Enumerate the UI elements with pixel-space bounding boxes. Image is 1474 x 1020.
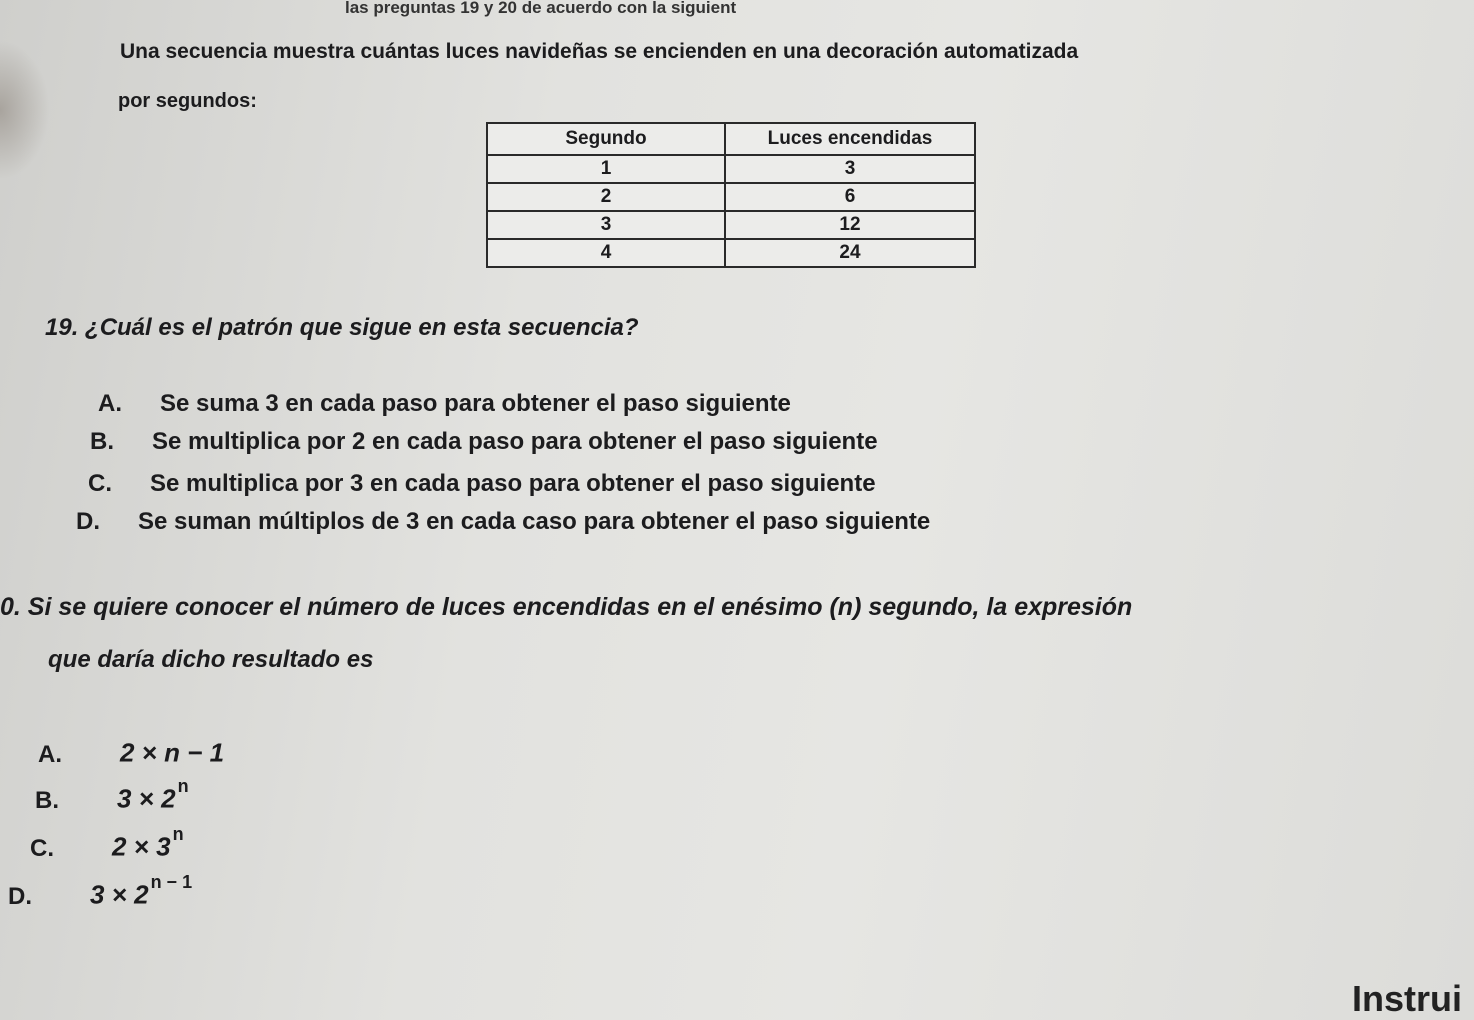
table-cell: 6: [725, 183, 975, 211]
table-cell: 12: [725, 211, 975, 239]
table-row: [487, 183, 975, 211]
column-header-luces: Luces encendidas: [725, 123, 975, 155]
option-letter: C.: [88, 470, 112, 497]
q19-option-d[interactable]: [76, 508, 930, 536]
q20-option-a[interactable]: [38, 736, 226, 769]
q20-option-d[interactable]: [8, 872, 193, 911]
option-letter: D.: [8, 882, 32, 910]
question-20-line-1: 0. Si se quiere conocer el número de luces encendidas en el enésimo (n) segundo, la expresión: [0, 593, 1133, 621]
option-exponent: n − 1: [150, 872, 193, 892]
table-cell: 24: [725, 239, 975, 267]
table-row: [487, 239, 975, 267]
intro-line-1: Una secuencia muestra cuántas luces navideñas se encienden en una decoración automatizada: [120, 40, 1079, 63]
question-19: 19. ¿Cuál es el patrón que sigue en esta secuencia?: [45, 314, 639, 341]
option-letter: C.: [30, 834, 54, 862]
option-text: Se suman múltiplos de 3 en cada caso para obtener el paso siguiente: [138, 508, 931, 535]
table-cell: 1: [487, 155, 725, 183]
intro-line-2: por segundos:: [118, 90, 257, 112]
option-letter: B.: [90, 428, 114, 455]
table-header-row: [487, 123, 975, 155]
table-row: [487, 211, 975, 239]
option-text: Se suma 3 en cada paso para obtener el paso siguiente: [160, 390, 791, 417]
q20-option-b[interactable]: [35, 776, 189, 815]
option-letter: B.: [35, 786, 59, 814]
question-20-line-2: que daría dicho resultado es: [48, 646, 374, 673]
option-letter: A.: [98, 390, 122, 417]
table-cell: 4: [487, 239, 725, 267]
footer-fragment: Instrui: [1352, 978, 1463, 1019]
option-expression: 2 × n − 1: [120, 737, 225, 768]
option-expression: 3 × 2: [90, 879, 149, 910]
option-letter: D.: [76, 508, 100, 535]
option-text: Se multiplica por 2 en cada paso para obtener el paso siguiente: [152, 428, 878, 455]
column-header-segundo: Segundo: [487, 123, 725, 155]
option-exponent: n: [177, 776, 189, 796]
option-text: Se multiplica por 3 en cada paso para obtener el paso siguiente: [150, 470, 876, 497]
option-expression: 3 × 2: [117, 783, 176, 814]
q20-option-c[interactable]: [30, 824, 184, 863]
table-row: [487, 155, 975, 183]
q19-option-c[interactable]: [88, 470, 876, 498]
option-letter: A.: [38, 740, 62, 768]
q19-option-b[interactable]: [90, 428, 878, 456]
option-expression: 2 × 3: [112, 831, 171, 862]
page-shadow: [0, 40, 50, 180]
sequence-table: [486, 122, 976, 268]
instruction-header: las preguntas 19 y 20 de acuerdo con la siguient: [345, 0, 737, 17]
q19-option-a[interactable]: [98, 390, 791, 418]
option-exponent: n: [172, 824, 184, 844]
table-cell: 3: [725, 155, 975, 183]
table-cell: 3: [487, 211, 725, 239]
table-cell: 2: [487, 183, 725, 211]
